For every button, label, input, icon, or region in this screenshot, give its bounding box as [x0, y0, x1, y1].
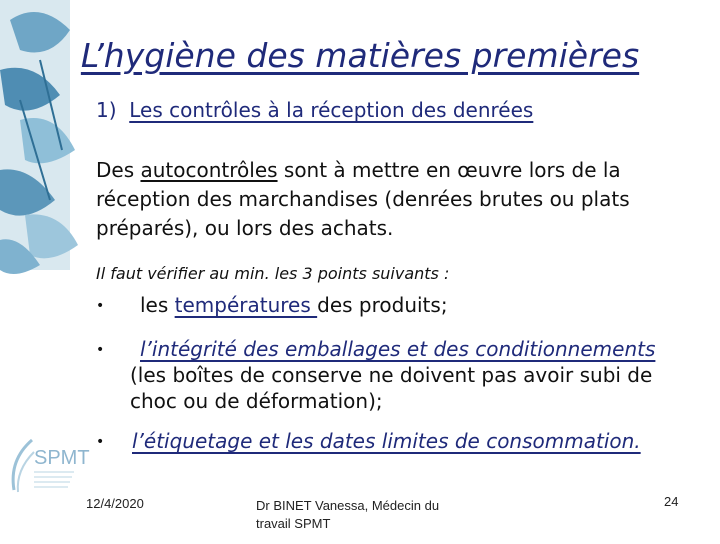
logo-text: SPMT — [34, 447, 90, 469]
bullet-marker: • — [96, 298, 105, 314]
footer-page-number: 24 — [664, 494, 679, 509]
paragraph-part2: sont à mettre en œuvre lors de la réception des marchandises (denrées brutes ou plats préparés), ou lors des achats. — [96, 158, 630, 240]
spmt-logo — [4, 430, 90, 500]
checklist-intro: Il faut vérifier au min. les 3 points suivants : — [96, 264, 450, 283]
bullet2-line2: (les boîtes de conserve ne doivent pas avoir subi de — [130, 363, 653, 387]
footer-date: 12/4/2020 — [86, 496, 144, 511]
bullet1-after: des produits; — [317, 293, 448, 317]
spmt-logo-graphic — [4, 430, 90, 500]
subtitle-text: Les contrôles à la réception des denrées — [129, 98, 534, 122]
subtitle-number: 1) — [96, 98, 117, 122]
bullet-item-packaging-link[interactable] — [140, 336, 655, 362]
slide-title: L’hygiène des matières premières — [80, 36, 640, 75]
paragraph-underlined-term: autocontrôles — [140, 158, 278, 182]
footer-author-line2: travail SPMT — [256, 516, 331, 531]
bullet-marker: • — [96, 342, 105, 358]
bullet1-before: les — [140, 293, 175, 317]
bullet2-line3: choc ou de déformation); — [130, 389, 383, 413]
intro-paragraph — [96, 156, 706, 243]
bullet2-link[interactable]: l’intégrité des emballages et des conditionnements — [140, 337, 656, 361]
bullet-item-temperatures — [140, 292, 448, 318]
footer-author — [256, 497, 439, 533]
paragraph-part1: Des — [96, 158, 141, 182]
footer-author-line1: Dr BINET Vanessa, Médecin du — [256, 498, 440, 513]
bullet-item-labelling-link[interactable] — [132, 428, 641, 454]
bullet1-underlined: températures — [174, 293, 318, 317]
section-subtitle — [96, 98, 533, 122]
bullet3-link[interactable]: l’étiquetage et les dates limites de consommation. — [132, 429, 641, 453]
bullet-marker: • — [96, 434, 105, 450]
